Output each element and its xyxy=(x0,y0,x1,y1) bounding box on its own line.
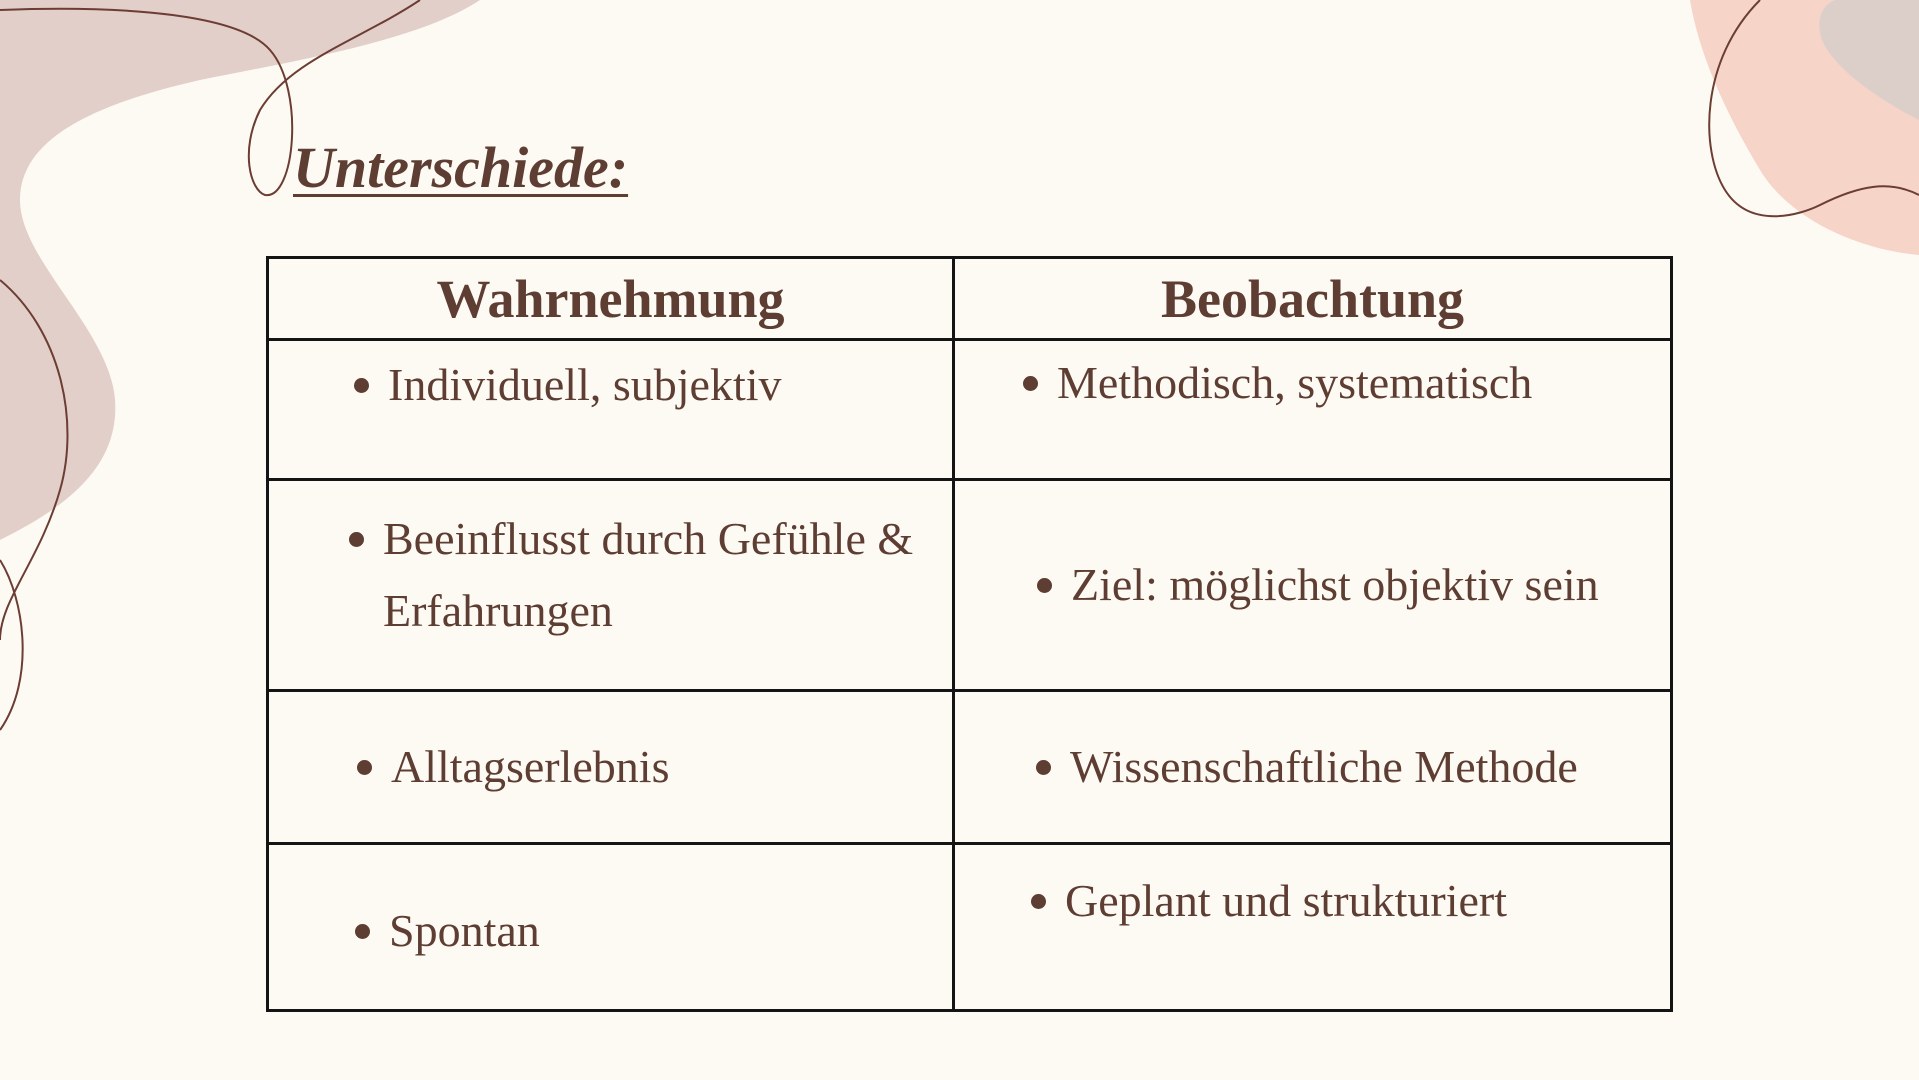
table-cell xyxy=(954,340,1672,480)
bullet-item: Individuell, subjektiv xyxy=(388,349,952,421)
bullet-item: Alltagserlebnis xyxy=(391,731,952,803)
header-beobachtung: Beobachtung xyxy=(954,258,1672,340)
bullet-item: Geplant und strukturiert xyxy=(1065,865,1670,937)
table-row xyxy=(268,844,1672,1011)
bullet-item: Spontan xyxy=(389,895,952,967)
bullet-item: Ziel: möglichst objektiv sein xyxy=(1071,549,1670,621)
table-cell xyxy=(268,340,954,480)
table-header-row xyxy=(268,258,1672,340)
bullet-item: Wissenschaftliche Methode xyxy=(1070,731,1670,803)
table-cell xyxy=(268,480,954,691)
table-row xyxy=(268,691,1672,844)
table-cell xyxy=(954,844,1672,1011)
table-cell xyxy=(954,480,1672,691)
comparison-table xyxy=(266,256,1673,1012)
table-cell xyxy=(268,691,954,844)
bullet-item: Beeinflusst durch Gefühle & Erfahrungen xyxy=(383,503,952,647)
table-cell xyxy=(954,691,1672,844)
table-row xyxy=(268,340,1672,480)
table-cell xyxy=(268,844,954,1011)
table-row xyxy=(268,480,1672,691)
slide-title: Unterschiede: xyxy=(293,135,629,200)
header-wahrnehmung: Wahrnehmung xyxy=(268,258,954,340)
bullet-item: Methodisch, systematisch xyxy=(1057,347,1670,419)
